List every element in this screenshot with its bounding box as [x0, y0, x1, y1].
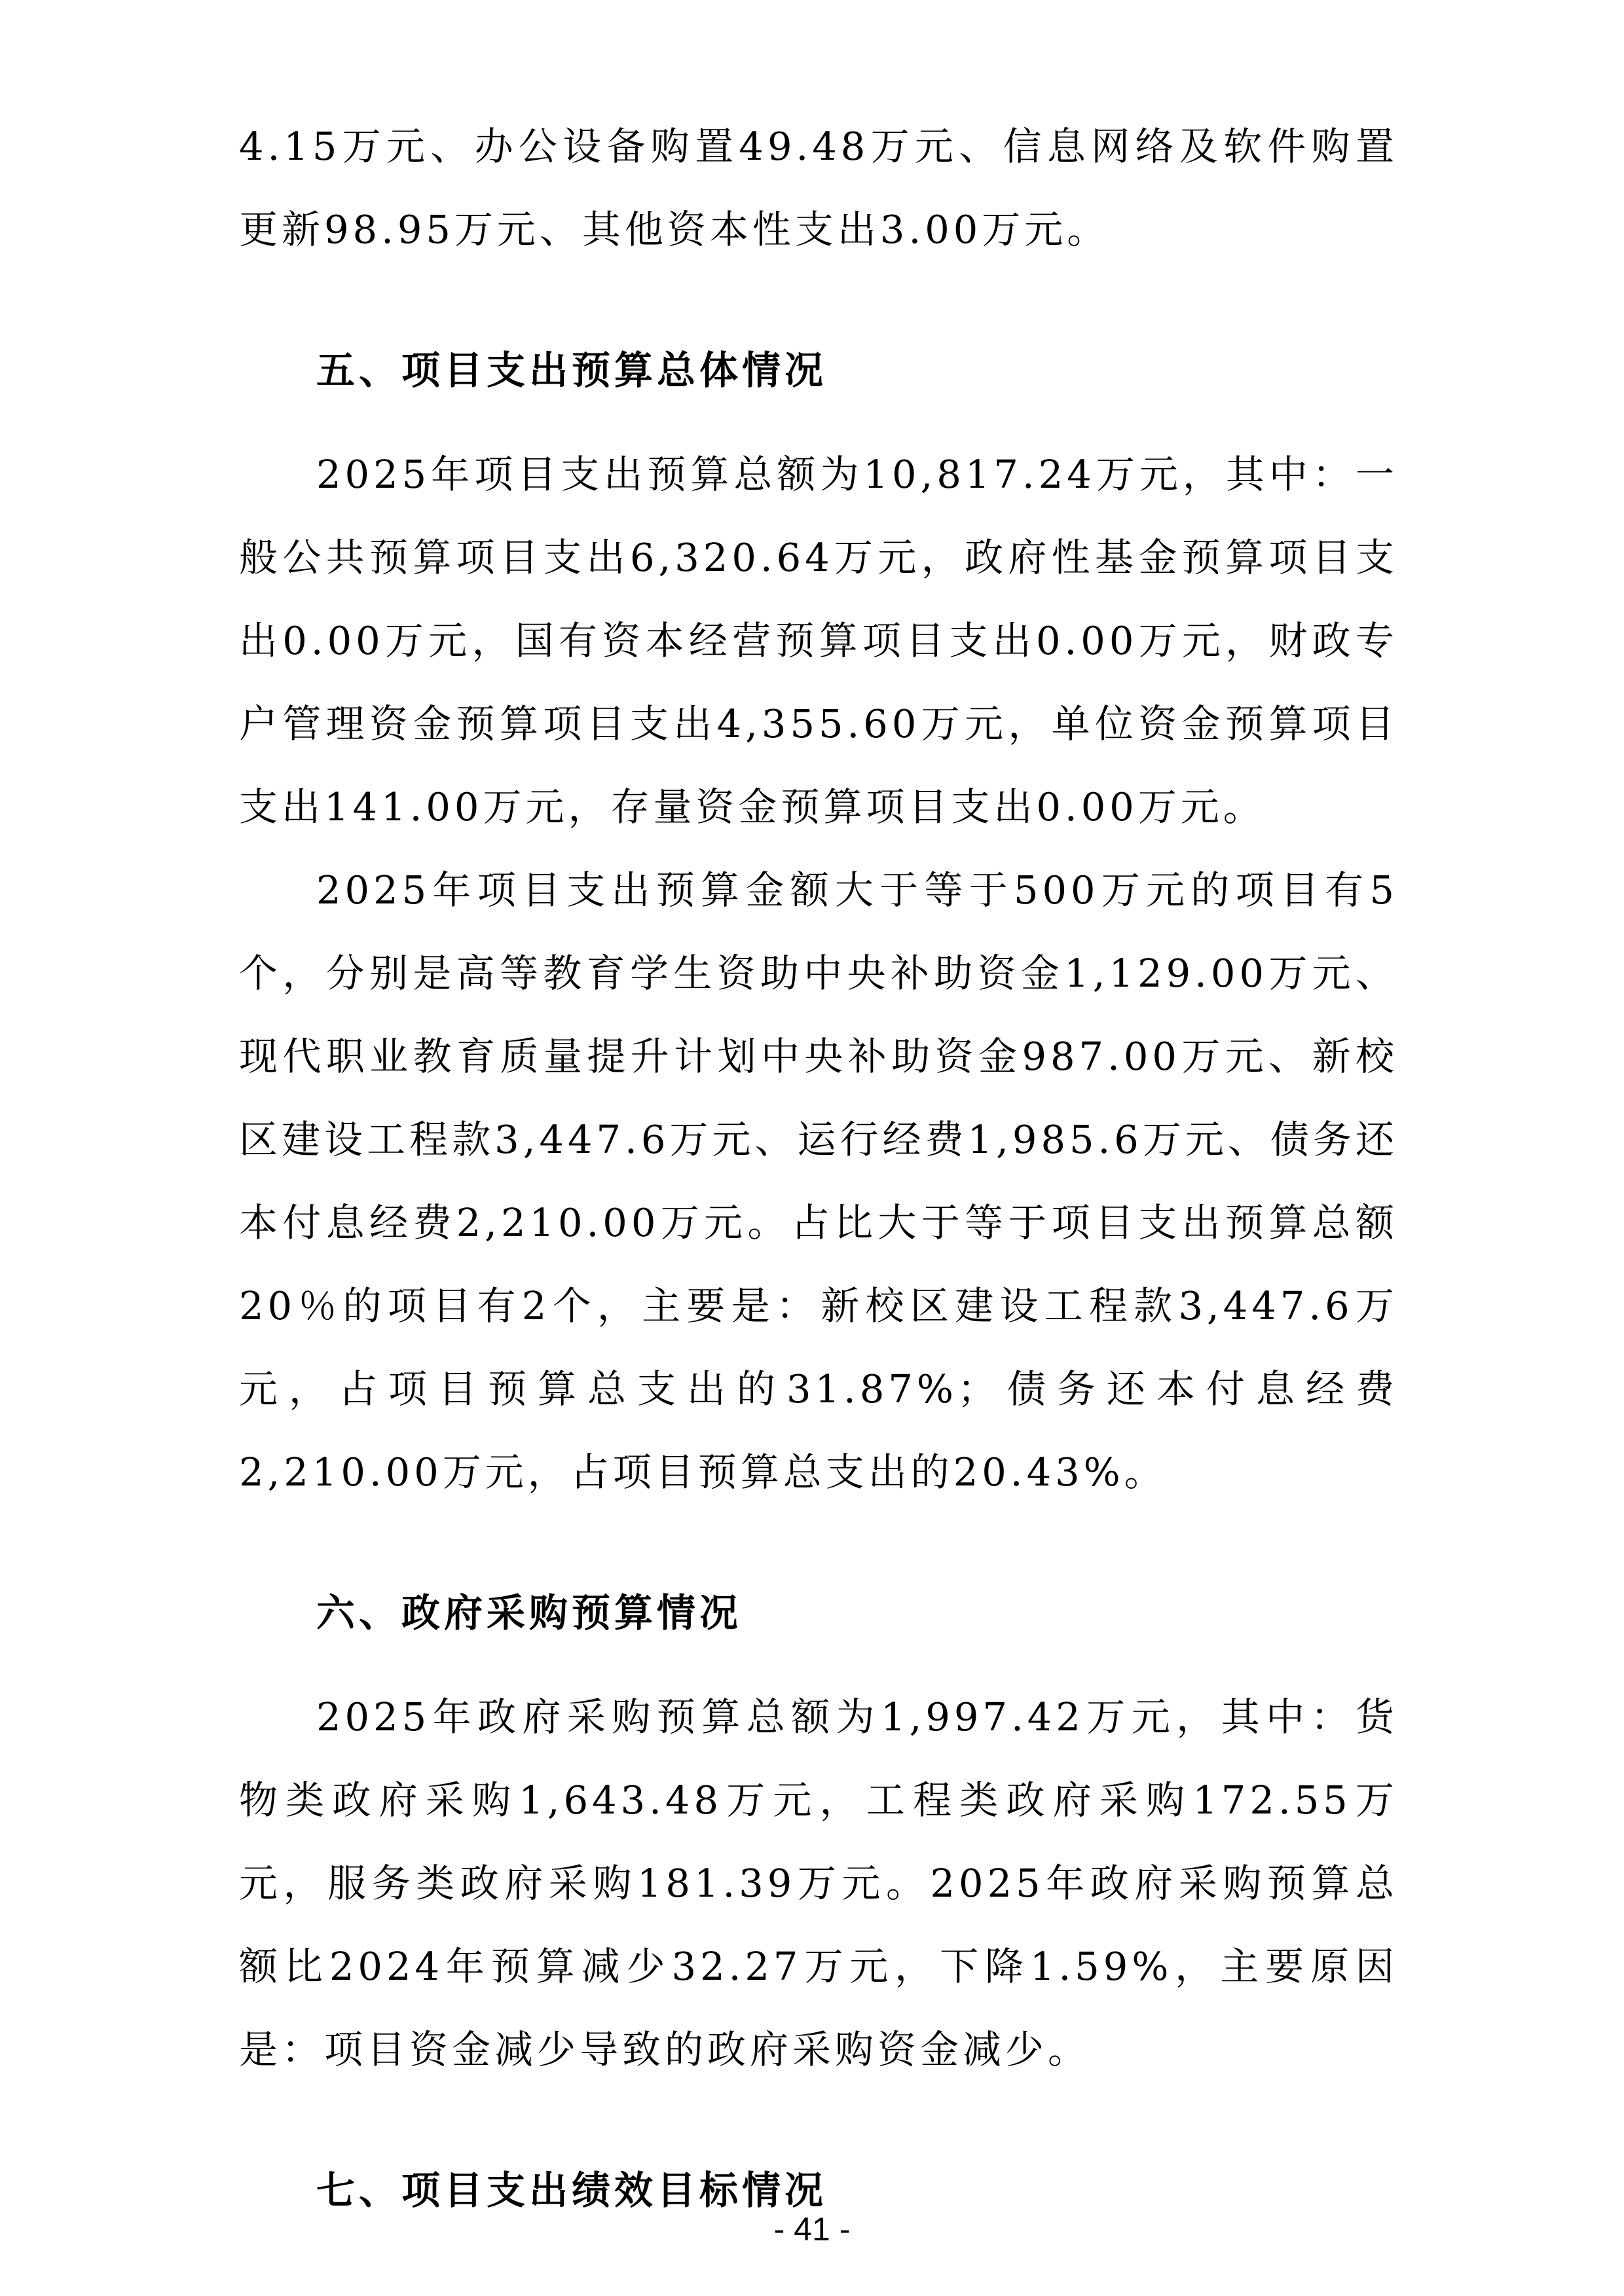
paragraph-project-budget-total: 2025年项目支出预算总额为10,817.24万元，其中：一般公共预算项目支出6,320.64万元，政府性基金预算项目支出0.00万元，国有资本经营预算项目支出0.00万元，财政专户管理资金预算项目支出4,355.60万元，单位资金预算项目支出141.00万元，存量资金预算项目支出0.00万元。 [239, 452, 1398, 829]
section-heading-project-expenditure: 五、项目支出预算总体情况 [316, 348, 828, 393]
continuation-paragraph: 4.15万元、办公设备购置49.48万元、信息网络及软件购置更新98.95万元、其他资本性支出3.00万元。 [239, 124, 1398, 252]
section-heading-performance-targets: 七、项目支出绩效目标情况 [316, 2168, 828, 2213]
section-heading-government-procurement: 六、政府采购预算情况 [316, 1590, 743, 1635]
page-number: - 41 - [773, 2211, 851, 2248]
paragraph-procurement-budget: 2025年政府采购预算总额为1,997.42万元，其中：货物类政府采购1,643.48万元，工程类政府采购172.55万元，服务类政府采购181.39万元。2025年政府采购预算总额比2024年预算减少32.27万元，下降1.59%，主要原因是：项目资金减少导致的政府采购资金减少。 [239, 1694, 1398, 2072]
document-body [239, 105, 1398, 2232]
paragraph-major-projects: 2025年项目支出预算金额大于等于500万元的项目有5个，分别是高等教育学生资助中央补助资金1,129.00万元、现代职业教育质量提升计划中央补助资金987.00万元、新校区建设工程款3,447.6万元、运行经费1,985.6万元、债务还本付息经费2,210.00万元。占比大于等于项目支出预算总额20％的项目有2个，主要是：新校区建设工程款3,447.6万元，占项目预算总支出的31.87%；债务还本付息经费2,210.00万元，占项目预算总支出的20.43%。 [239, 867, 1398, 1495]
